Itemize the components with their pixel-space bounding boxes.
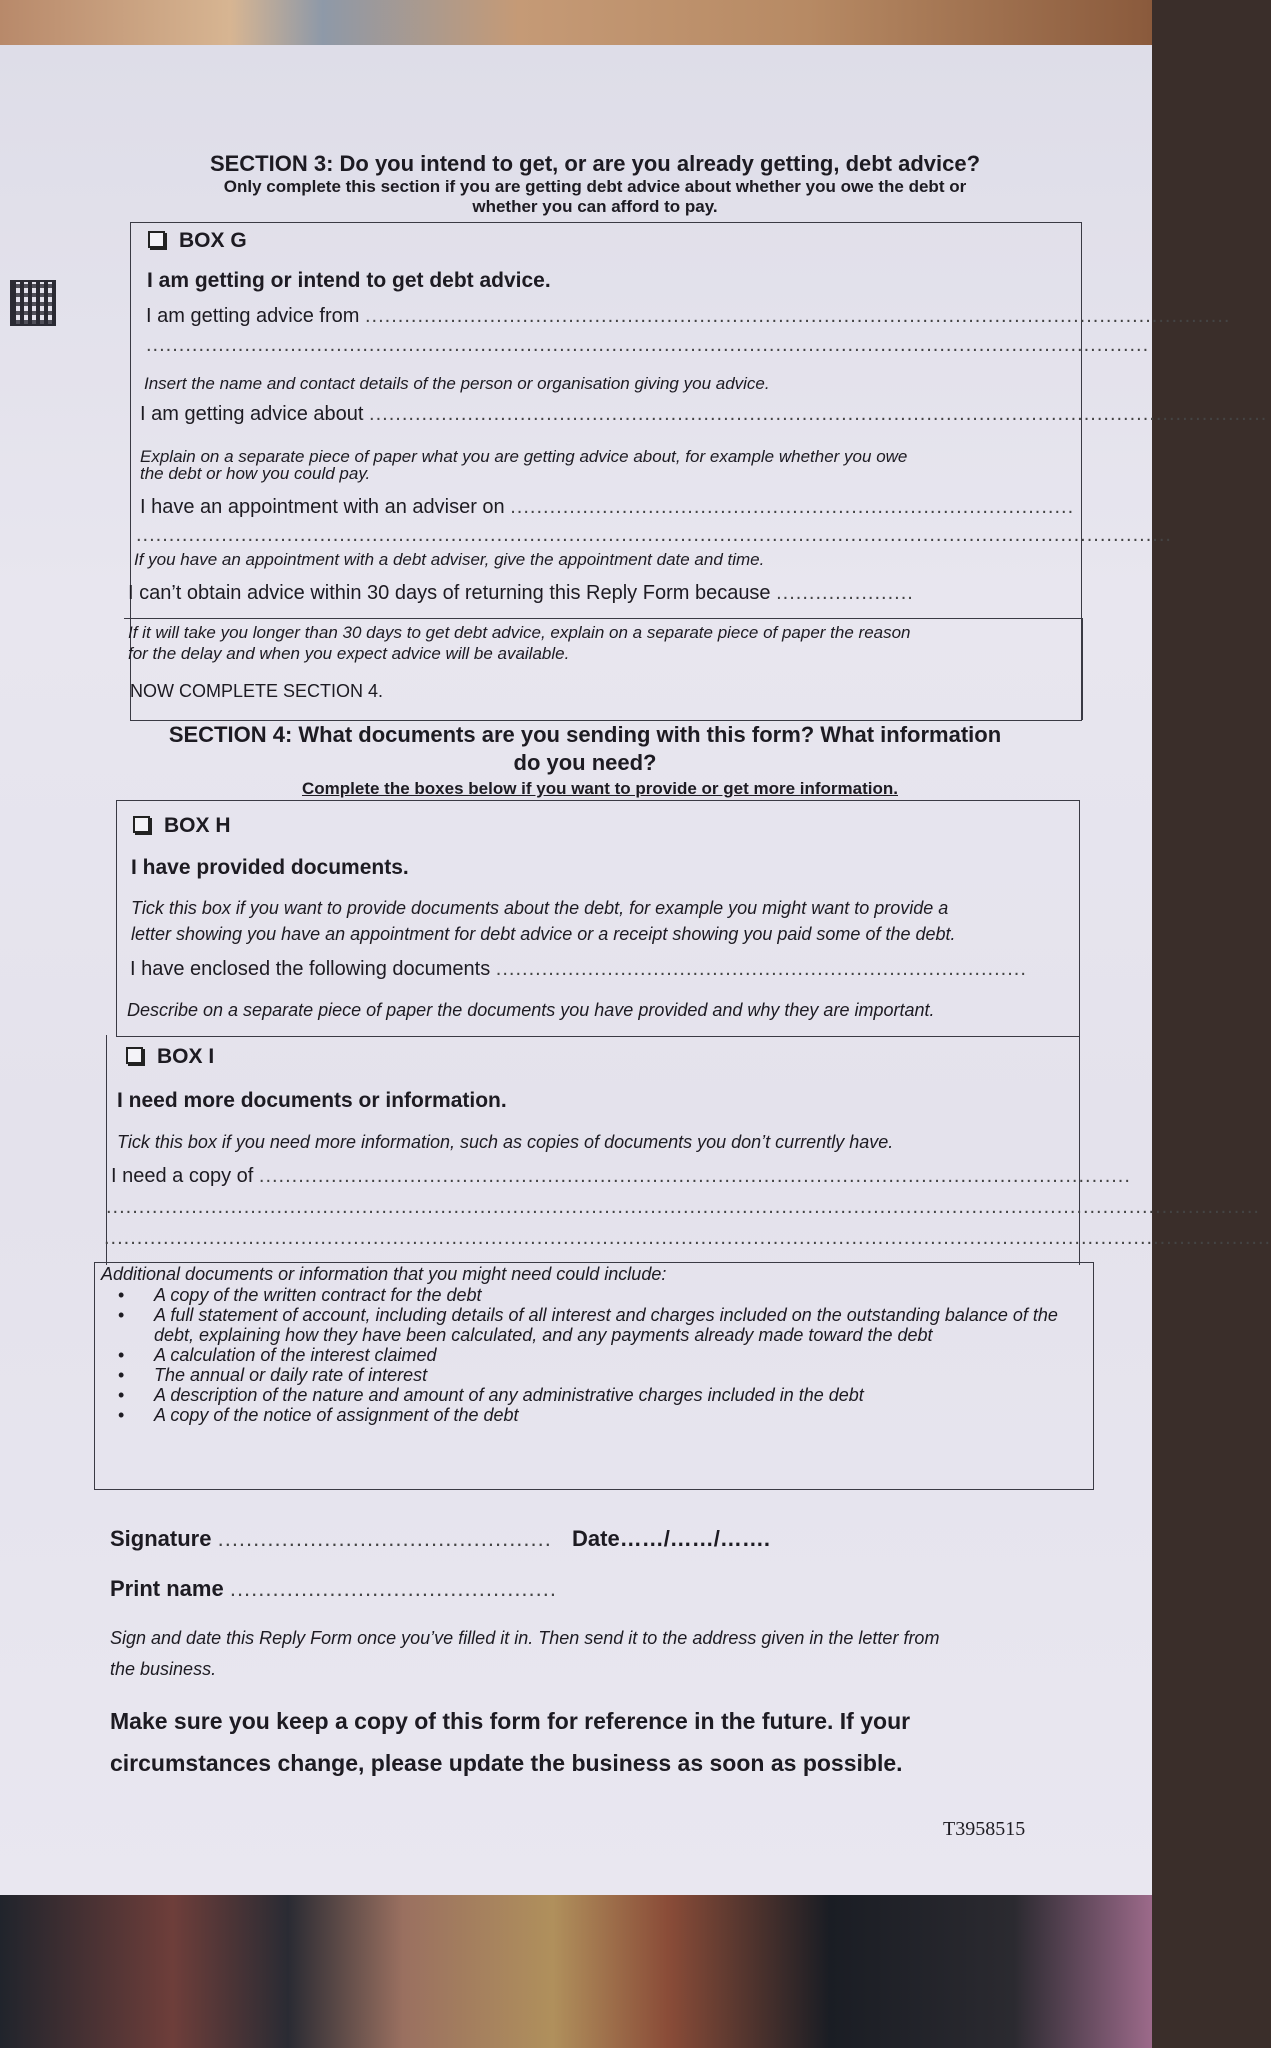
section3-subtitle-2: whether you can afford to pay.: [472, 197, 718, 216]
enclosed-row: [130, 958, 1065, 981]
cannot-obtain-field[interactable]: .....................: [776, 582, 914, 604]
copy-of-field-3[interactable]: ..................................................................................................................................................................................: [104, 1227, 1271, 1249]
advice-about-row: [140, 403, 1268, 426]
delay-note-2: for the delay and when you expect advice will be available.: [128, 644, 570, 663]
copy-of-field[interactable]: .....................................................................................................................................: [258, 1165, 1131, 1187]
print-name-field[interactable]: ..............................................: [229, 1576, 557, 1601]
cannot-obtain-row: [128, 582, 1078, 605]
appointment-field-2[interactable]: ..............................................................................................................................................................: [136, 524, 1172, 546]
advice-about-field[interactable]: .........................................................................................................................................: [369, 403, 1268, 425]
box-i-label: BOX I: [157, 1045, 215, 1068]
copy-of-label: I need a copy of: [111, 1165, 254, 1187]
additional-list: [104, 1285, 1094, 1425]
print-name-row: [110, 1568, 557, 1610]
enclosed-label: I have enclosed the following documents: [130, 958, 491, 980]
box-i-note: Tick this box if you need more information, such as copies of documents you don’t currently have.: [117, 1132, 894, 1152]
list-item: • A description of the nature and amount of any administrative charges included in the debt: [104, 1385, 1094, 1405]
list-item: • A calculation of the interest claimed: [104, 1345, 1094, 1365]
section3-title: SECTION 3: Do you intend to get, or are you already getting, debt advice?: [209, 151, 981, 176]
print-name-label: Print name: [110, 1576, 224, 1601]
copy-of-field-2[interactable]: ................................................................................................................................................................................: [106, 1196, 1260, 1218]
box-h-checkbox[interactable]: [133, 816, 150, 833]
list-item: • A copy of the written contract for the debt: [104, 1285, 1094, 1305]
next-section-note: NOW COMPLETE SECTION 4.: [130, 681, 384, 701]
section4-title-1: SECTION 4: What documents are you sending with this form? What information: [168, 722, 1002, 747]
box-h-note-2: letter showing you have an appointment for debt advice or a receipt showing you paid some of the debt.: [131, 924, 956, 944]
advice-about-label: I am getting advice about: [140, 403, 364, 425]
box-h-heading: I have provided documents.: [131, 856, 409, 879]
appointment-row: [140, 496, 1075, 519]
list-item: • The annual or daily rate of interest: [104, 1365, 1094, 1385]
list-item: • A copy of the notice of assignment of the debt: [104, 1405, 1094, 1425]
box-i-checkbox[interactable]: [126, 1047, 143, 1064]
box-g-checkbox[interactable]: [148, 231, 165, 248]
background-bottom: [0, 1880, 1152, 2048]
box-g-label: BOX G: [179, 229, 247, 252]
date-field[interactable]: ……/……/…….: [619, 1526, 771, 1551]
signature-label: Signature: [110, 1526, 212, 1551]
list-item: • A full statement of account, including details of all interest and charges included on the outstanding balance of the debt, explaining how they have been calculated, and any payments already made toward the debt: [104, 1305, 1094, 1345]
copy-of-row: [111, 1165, 1131, 1188]
warning-2: circumstances change, please update the business as soon as possible.: [110, 1750, 903, 1776]
advice-about-note-2: the debt or how you could pay.: [140, 464, 371, 483]
additional-heading: Additional documents or information that you might need could include:: [101, 1264, 667, 1284]
appointment-label: I have an appointment with an adviser on: [140, 496, 505, 518]
instruction-2: the business.: [110, 1659, 217, 1679]
box-g-title: [148, 229, 247, 253]
section4-title-2: do you need?: [513, 750, 657, 775]
advice-from-note: Insert the name and contact details of the person or organisation giving you advice.: [144, 374, 770, 393]
signature-row: [110, 1518, 770, 1560]
delay-note-1: If it will take you longer than 30 days to get debt advice, explain on a separate piece of paper the reason: [128, 623, 911, 642]
section3-subtitle-1: Only complete this section if you are getting debt advice about whether you owe the debt or: [223, 177, 967, 196]
box-h-label: BOX H: [164, 814, 231, 837]
box-i-heading: I need more documents or information.: [117, 1089, 507, 1112]
signature-field[interactable]: ...............................................: [217, 1526, 552, 1551]
advice-from-field[interactable]: ....................................................................................................................................: [365, 305, 1231, 327]
box-h-describe: Describe on a separate piece of paper the documents you have provided and why they are important.: [127, 1000, 935, 1020]
appointment-field[interactable]: ......................................................................................: [510, 496, 1075, 518]
date-label: Date: [572, 1526, 620, 1551]
cannot-obtain-label: I can’t obtain advice within 30 days of returning this Reply Form because: [128, 582, 771, 604]
form-code: T3958515: [943, 1818, 1026, 1840]
advice-from-row: [146, 305, 1231, 328]
box-g-heading: I am getting or intend to get debt advice.: [147, 269, 551, 292]
qr-code-icon: [10, 280, 56, 326]
instruction-1: Sign and date this Reply Form once you’ve filled it in. Then send it to the address given in the letter from: [110, 1628, 940, 1648]
appointment-note: If you have an appointment with a debt adviser, give the appointment date and time.: [134, 550, 765, 569]
box-i-title: [126, 1045, 214, 1069]
advice-about-note-1: Explain on a separate piece of paper what you are getting advice about, for example whether you owe: [140, 447, 908, 466]
box-h-note-1: Tick this box if you want to provide documents about the debt, for example you might want to provide a: [131, 898, 949, 918]
advice-from-label: I am getting advice from: [146, 305, 360, 327]
enclosed-field[interactable]: .................................................................................: [495, 958, 1027, 980]
box-h-title: [133, 814, 231, 838]
advice-from-field-2[interactable]: .........................................................................................................................................................: [146, 334, 1150, 356]
warning-1: Make sure you keep a copy of this form for reference in the future. If your: [110, 1708, 911, 1734]
section4-subtitle: Complete the boxes below if you want to provide or get more information.: [302, 779, 898, 798]
